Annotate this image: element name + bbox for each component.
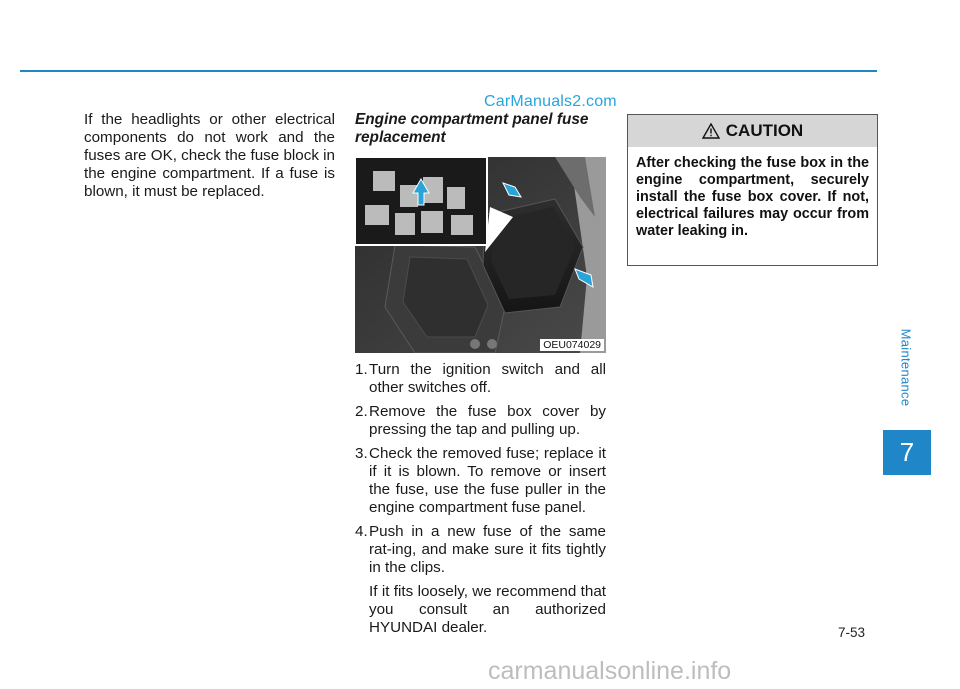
image-code-label: OEU074029 — [540, 339, 604, 351]
header-rule — [20, 70, 877, 72]
step-note: If it fits loosely, we recommend that you consult an authorized HYUNDAI dealer. — [369, 583, 606, 636]
section-title: Engine compartment panel fuse replacement — [355, 111, 589, 146]
watermark-link[interactable]: CarManuals2.com — [484, 93, 617, 110]
engine-bay-illustration — [355, 157, 606, 353]
page-number: 7-53 — [838, 625, 866, 640]
caution-box — [627, 114, 878, 266]
caution-header — [628, 115, 877, 147]
caution-text: After checking the fuse box in the engine compartment, securely install the fuse box cover. If not, electrical failures may occur from water leaking in. — [636, 155, 869, 239]
chapter-title: Maintenance — [898, 328, 914, 407]
warning-triangle-icon — [702, 123, 720, 139]
step-number: 1. — [355, 361, 368, 378]
caution-heading: CAUTION — [725, 121, 804, 140]
list-item — [355, 403, 606, 439]
fuse-replacement-section — [355, 111, 606, 637]
steps-list — [355, 361, 606, 637]
list-item — [355, 445, 606, 517]
intro-paragraph: If the headlights or other electrical components do not work and the fuses are OK, check the fuse block in the engine compartment. If a fuse is blown, it must be replaced. — [84, 111, 335, 200]
step-text: Check the removed fuse; replace it if it is blown. To remove or insert the fuse, use the fuse puller in the engine compartment fuse panel. — [369, 445, 606, 516]
engine-compartment-photo — [355, 157, 606, 353]
step-number: 2. — [355, 403, 368, 420]
step-number: 4. — [355, 523, 368, 540]
list-item — [355, 523, 606, 577]
chapter-tab[interactable]: 7 — [883, 430, 931, 475]
step-text: Push in a new fuse of the same rat-ing, and make sure it fits tightly in the clips. — [369, 523, 606, 576]
step-number: 3. — [355, 445, 368, 462]
step-text: Remove the fuse box cover by pressing the tap and pulling up. — [369, 403, 606, 438]
step-text: Turn the ignition switch and all other switches off. — [369, 361, 606, 396]
chapter-label — [880, 310, 932, 425]
list-item — [355, 361, 606, 397]
watermark-footer[interactable]: carmanualsonline.info — [488, 657, 732, 685]
